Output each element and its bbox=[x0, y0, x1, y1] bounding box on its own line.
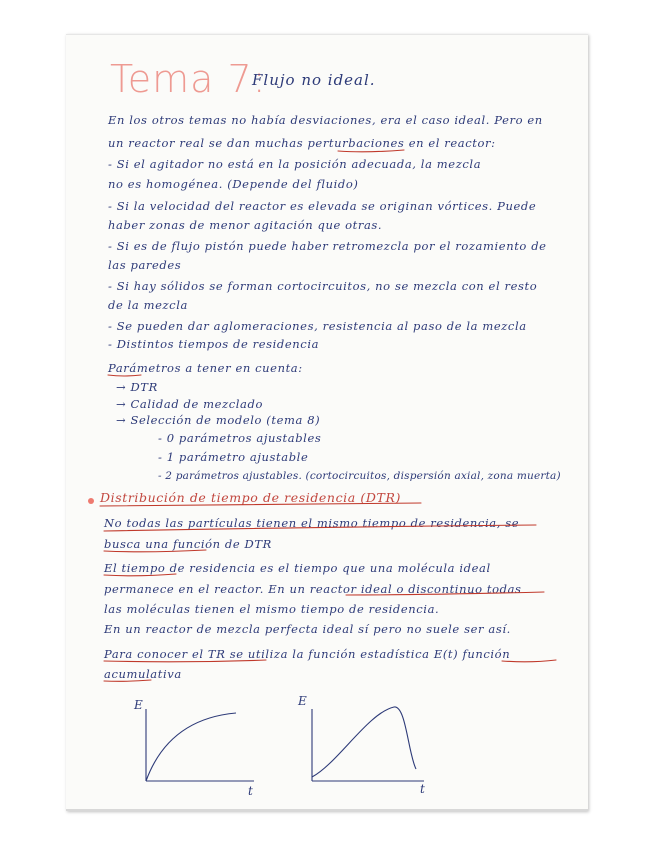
graph-right bbox=[298, 693, 428, 796]
intro-line: En los otros temas no había desviaciones, era el caso ideal. Pero en bbox=[108, 113, 543, 127]
graph-right-y-label: E bbox=[298, 694, 307, 708]
underline-reactor-ideal bbox=[346, 592, 544, 595]
graph-left-curve bbox=[146, 713, 236, 781]
underline-tiempo bbox=[104, 574, 176, 576]
dtr-paragraph-line: En un reactor de mezcla perfecta ideal sí pero no suele ser así. bbox=[104, 622, 511, 636]
parametro-subitem: - 0 parámetros ajustables bbox=[158, 431, 322, 445]
perturbation-line: - Se pueden dar aglomeraciones, resistencia al paso de la mezcla bbox=[108, 319, 527, 333]
underline-conocer bbox=[104, 660, 266, 662]
notebook-page bbox=[66, 34, 588, 811]
dtr-heading: Distribución de tiempo de residencia (DTR) bbox=[100, 490, 401, 505]
underline-dtr-heading bbox=[100, 503, 421, 506]
perturbation-line: - Si hay sólidos se forman cortocircuitos, no se mezcla con el resto bbox=[108, 279, 538, 293]
intro-line: un reactor real se dan muchas perturbaciones en el reactor: bbox=[108, 136, 496, 150]
parametro-item: → Calidad de mezclado bbox=[116, 397, 263, 411]
underline-busca bbox=[104, 550, 206, 552]
dtr-paragraph-line: las moléculas tienen el mismo tiempo de residencia. bbox=[104, 602, 440, 616]
graph-left-y-label: E bbox=[134, 698, 143, 712]
page-title: Tema 7: bbox=[110, 57, 267, 101]
perturbation-line: - Si el agitador no está en la posición adecuada, la mezcla bbox=[108, 157, 482, 171]
parametro-subitem: - 1 parámetro ajustable bbox=[158, 450, 309, 464]
graph-right-x-label: t bbox=[420, 782, 425, 796]
graph-left-x-label: t bbox=[248, 784, 253, 798]
perturbation-line: - Si es de flujo pistón puede haber retromezcla por el rozamiento de bbox=[108, 239, 547, 253]
dtr-paragraph-line: permanece en el reactor. En un reactor ideal o discontinuo todas bbox=[104, 582, 522, 596]
page-edge bbox=[66, 809, 588, 811]
perturbation-line: - Si la velocidad del reactor es elevada se originan vórtices. Puede bbox=[108, 199, 537, 213]
parametro-item: → Selección de modelo (tema 8) bbox=[116, 413, 321, 427]
graph-right-curve bbox=[312, 707, 416, 777]
perturbation-line: de la mezcla bbox=[108, 298, 188, 312]
dtr-paragraph-line: No todas las partículas tienen el mismo tiempo de residencia, se bbox=[104, 516, 520, 530]
perturbation-line: haber zonas de menor agitación que otras. bbox=[108, 218, 383, 232]
dtr-paragraph-line: El tiempo de residencia es el tiempo que una molécula ideal bbox=[104, 561, 491, 575]
underline-et bbox=[502, 660, 556, 662]
dtr-paragraph-line: Para conocer el TR se utiliza la función estadística E(t) función bbox=[104, 647, 511, 661]
parametros-heading: Parámetros a tener en cuenta: bbox=[108, 361, 303, 375]
perturbation-line: - Distintos tiempos de residencia bbox=[108, 337, 320, 351]
underline-perturbaciones bbox=[338, 150, 404, 152]
graph-left bbox=[134, 695, 256, 798]
underline-acumulativa bbox=[104, 680, 151, 681]
underline-no-todas bbox=[104, 525, 536, 531]
parametro-item: → DTR bbox=[116, 380, 158, 394]
perturbation-line: las paredes bbox=[108, 258, 182, 272]
dtr-paragraph-line: acumulativa bbox=[104, 667, 182, 681]
perturbation-line: no es homogénea. (Depende del fluido) bbox=[108, 177, 359, 191]
page-subtitle: Flujo no ideal. bbox=[252, 71, 376, 89]
underline-parametros bbox=[108, 375, 141, 376]
dtr-paragraph-line: busca una función de DTR bbox=[104, 537, 272, 551]
parametro-subitem: - 2 parámetros ajustables. (cortocircuitos, dispersión axial, zona muerta) bbox=[158, 470, 561, 482]
